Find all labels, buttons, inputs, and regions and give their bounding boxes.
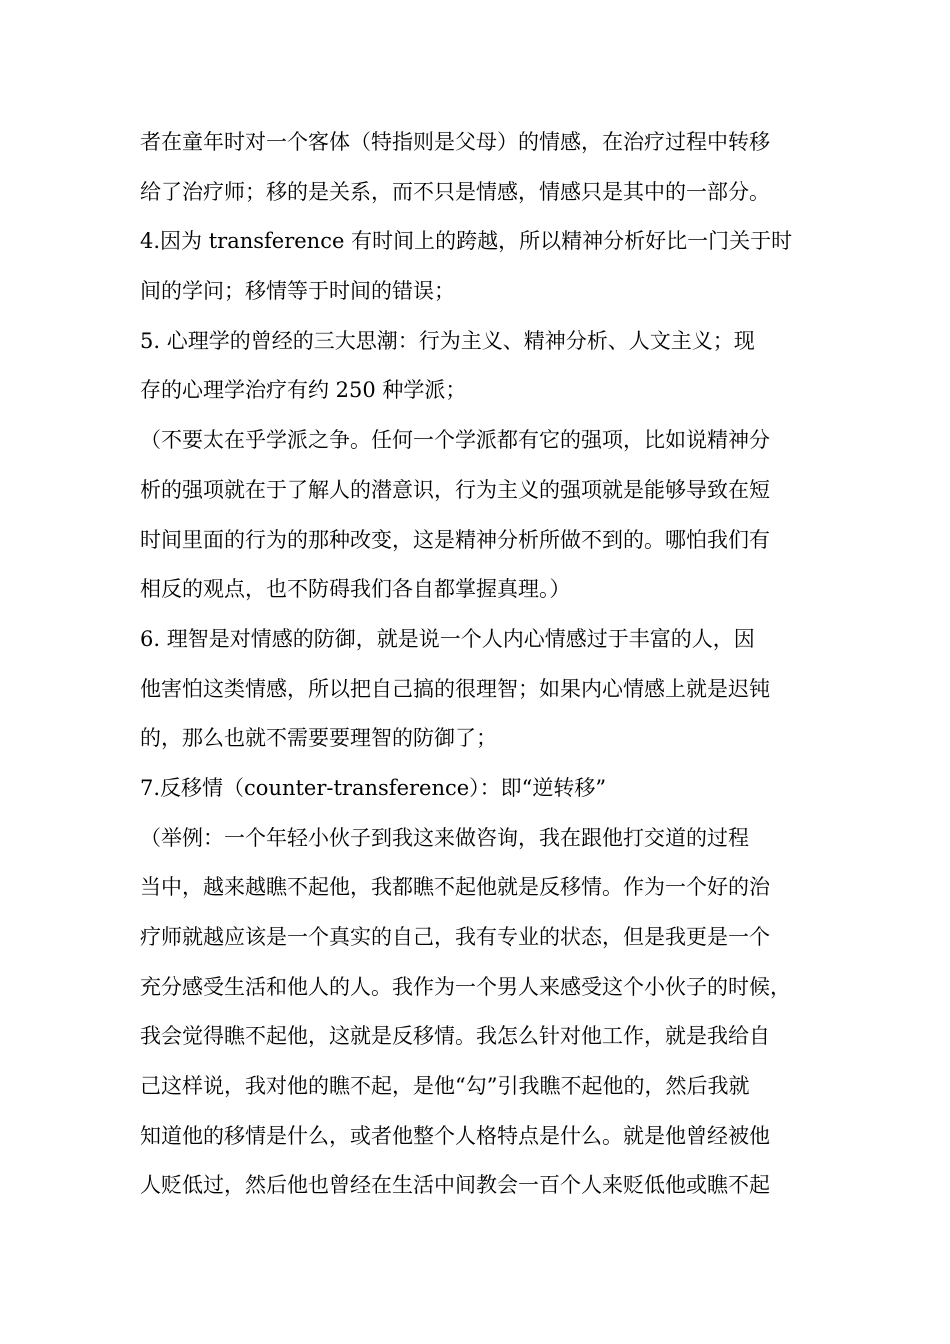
text-line: 充分感受生活和他人的人。我作为一个男人来感受这个小伙子的时候， [140, 974, 791, 999]
text-line: 4.因为 transference 有时间上的跨越，所以精神分析好比一门关于时 [140, 229, 793, 254]
text-line: 给了治疗师；移的是关系，而不只是情感，情感只是其中的一部分。 [140, 179, 770, 204]
text-line: 时间里面的行为的那种改变，这是精神分析所做不到的。哪怕我们有 [140, 527, 770, 552]
text-line: （不要太在乎学派之争。任何一个学派都有它的强项，比如说精神分 [140, 428, 770, 453]
text-line: 相反的观点，也不防碍我们各自都掌握真理。） [140, 577, 571, 602]
text-line: 疗师就越应该是一个真实的自己，我有专业的状态，但是我更是一个 [140, 925, 770, 949]
text-line: 7.反移情（counter-transference）：即“逆转移” [140, 775, 607, 800]
text-line: 知道他的移情是什么，或者他整个人格特点是什么。就是他曾经被他 [140, 1123, 770, 1148]
text-line: 间的学问；移情等于时间的错误； [140, 279, 455, 304]
text-line: 者在童年时对一个客体（特指则是父母）的情感，在治疗过程中转移 [140, 130, 770, 154]
text-line: 他害怕这类情感，所以把自己搞的很理智；如果内心情感上就是迟钝 [140, 676, 770, 701]
text-line: 人贬低过，然后他也曾经在生活中间教会一百个人来贬低他或瞧不起 [140, 1173, 770, 1198]
text-line: （举例：一个年轻小伙子到我这来做咨询，我在跟他打交道的过程 [140, 825, 749, 850]
text-line: 我会觉得瞧不起他，这就是反移情。我怎么针对他工作，就是我给自 [140, 1024, 770, 1049]
text-line: 的，那么也就不需要要理智的防御了； [140, 726, 497, 751]
text-line: 5. 心理学的曾经的三大思潮：行为主义、精神分析、人文主义；现 [140, 328, 755, 353]
text-line: 存的心理学治疗有约 250 种学派； [140, 378, 467, 403]
body-text [140, 118, 830, 1211]
text-line: 析的强项就在于了解人的潜意识，行为主义的强项就是能够导致在短 [140, 477, 770, 502]
text-line: 6. 理智是对情感的防御，就是说一个人内心情感过于丰富的人，因 [140, 626, 755, 651]
text-line: 己这样说，我对他的瞧不起，是他“勾”引我瞧不起他的，然后我就 [140, 1074, 750, 1099]
text-line: 当中，越来越瞧不起他，我都瞧不起他就是反移情。作为一个好的治 [140, 875, 770, 900]
